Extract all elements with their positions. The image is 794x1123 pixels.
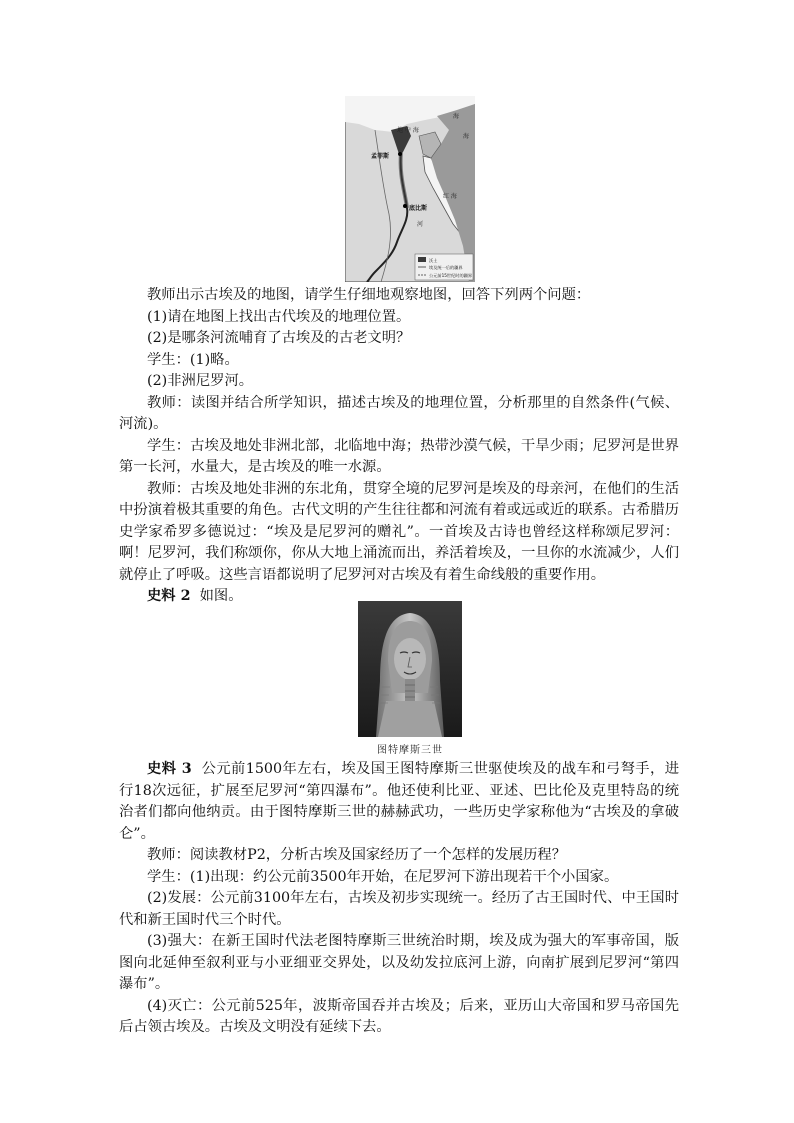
section-1-text xyxy=(119,285,679,608)
student-answer-emergence: 学生：(1)出现：约公元前3500年开始，在尼罗河下游出现若干个小国家。 xyxy=(147,868,619,885)
material-2-label: 史料 2 xyxy=(147,588,191,604)
map-label-thebes: 底比斯 xyxy=(409,205,428,212)
teacher-prompt-2: 教师：阅读教材P2，分析古埃及国家经历了一个怎样的发展历程？ xyxy=(147,847,567,863)
teacher-intro: 教师出示古埃及的地图，请学生仔细地观察地图，回答下列两个问题： xyxy=(147,287,591,303)
question-2: (2)是哪条河流哺育了古埃及的古老文明？ xyxy=(147,330,411,346)
map-legend xyxy=(415,254,473,280)
map-label-red-sea: 红 海 xyxy=(443,193,457,200)
student-answer-strength: (3)强大：在新王国时代法老图特摩斯三世统治时期，埃及成为强大的军事帝国，版图向北延伸至叙利亚与小亚细亚交界处，以及幼发拉底河上游，向南扩展到尼罗河“第四瀑布”。 xyxy=(119,933,679,992)
student-answer-3: 学生：古埃及地处非洲北部，北临地中海；热带沙漠气候，干旱少雨；尼罗河是世界第一长河，水量大，是古埃及的唯一水源。 xyxy=(119,437,679,475)
legend-unified-border: 埃及统一后的疆界 xyxy=(429,265,463,270)
material-3-text: 公元前1500年左右，埃及国王图特摩斯三世驱使埃及的战车和弓弩手，进行18次远征，扩展至尼罗河“第四瀑布”。他还使利比亚、亚述、巴比伦及克里特岛的统治者们都向他纳贡。由于图特摩斯三世的赫赫武功，一些历史学家称他为“古埃及的拿破仑”。 xyxy=(119,761,679,842)
map-label-river: 河 xyxy=(417,221,424,228)
map-label-sea-2: 海 xyxy=(463,133,470,140)
map-label-sea: 海 xyxy=(453,113,460,120)
student-answer-2: (2)非洲尼罗河。 xyxy=(147,373,254,389)
thutmose-iii-statue-photo xyxy=(358,601,462,737)
material-3-label: 史料 3 xyxy=(147,761,192,777)
section-2-text xyxy=(119,759,679,1039)
statue-caption: 图特摩斯三世 xyxy=(377,745,443,756)
teacher-explanation: 教师：古埃及地处非洲的东北角，贯穿全境的尼罗河是埃及的母亲河，在他们的生活中扮演着极其重要的角色。古代文明的产生往往都和河流有着或远或近的联系。古希腊历史学家希罗多德说过：“埃及是尼罗河的赠礼”。一首埃及古诗也曾经这样称颂尼罗河：啊！尼罗河，我们称颂你，你从大地上涌流而出，养活着埃及，一旦你的水流减少，人们就停止了呼吸。这些言语都说明了尼罗河对古埃及有着生命线般的重要作用。 xyxy=(119,480,679,583)
map-label-mediterranean: 地 中 海 xyxy=(397,127,419,134)
student-answer-1: 学生：(1)略。 xyxy=(147,351,239,368)
legend-fertile-land: 沃土 xyxy=(429,258,438,263)
ancient-egypt-map xyxy=(345,96,475,282)
question-1: (1)请在地图上找出古代埃及的地理位置。 xyxy=(147,308,411,325)
student-answer-fall: (4)灭亡：公元前525年，波斯帝国吞并古埃及；后来，亚历山大帝国和罗马帝国先后占领古埃及。古埃及文明没有延续下去。 xyxy=(119,997,679,1035)
material-3-paragraph xyxy=(119,759,679,845)
map-label-memphis: 孟菲斯 xyxy=(371,153,390,160)
legend-15c-border: 公元前15世纪时的疆界 xyxy=(429,273,473,278)
teacher-prompt-1: 教师：读图并结合所学知识，描述古埃及的地理位置，分析那里的自然条件(气候、河流)。 xyxy=(119,394,679,432)
material-2-text: 如图。 xyxy=(199,588,243,604)
student-answer-development: (2)发展：公元前3100年左右，古埃及初步实现统一。经历了古王国时代、中王国时代和新王国时代三个时代。 xyxy=(119,890,679,928)
